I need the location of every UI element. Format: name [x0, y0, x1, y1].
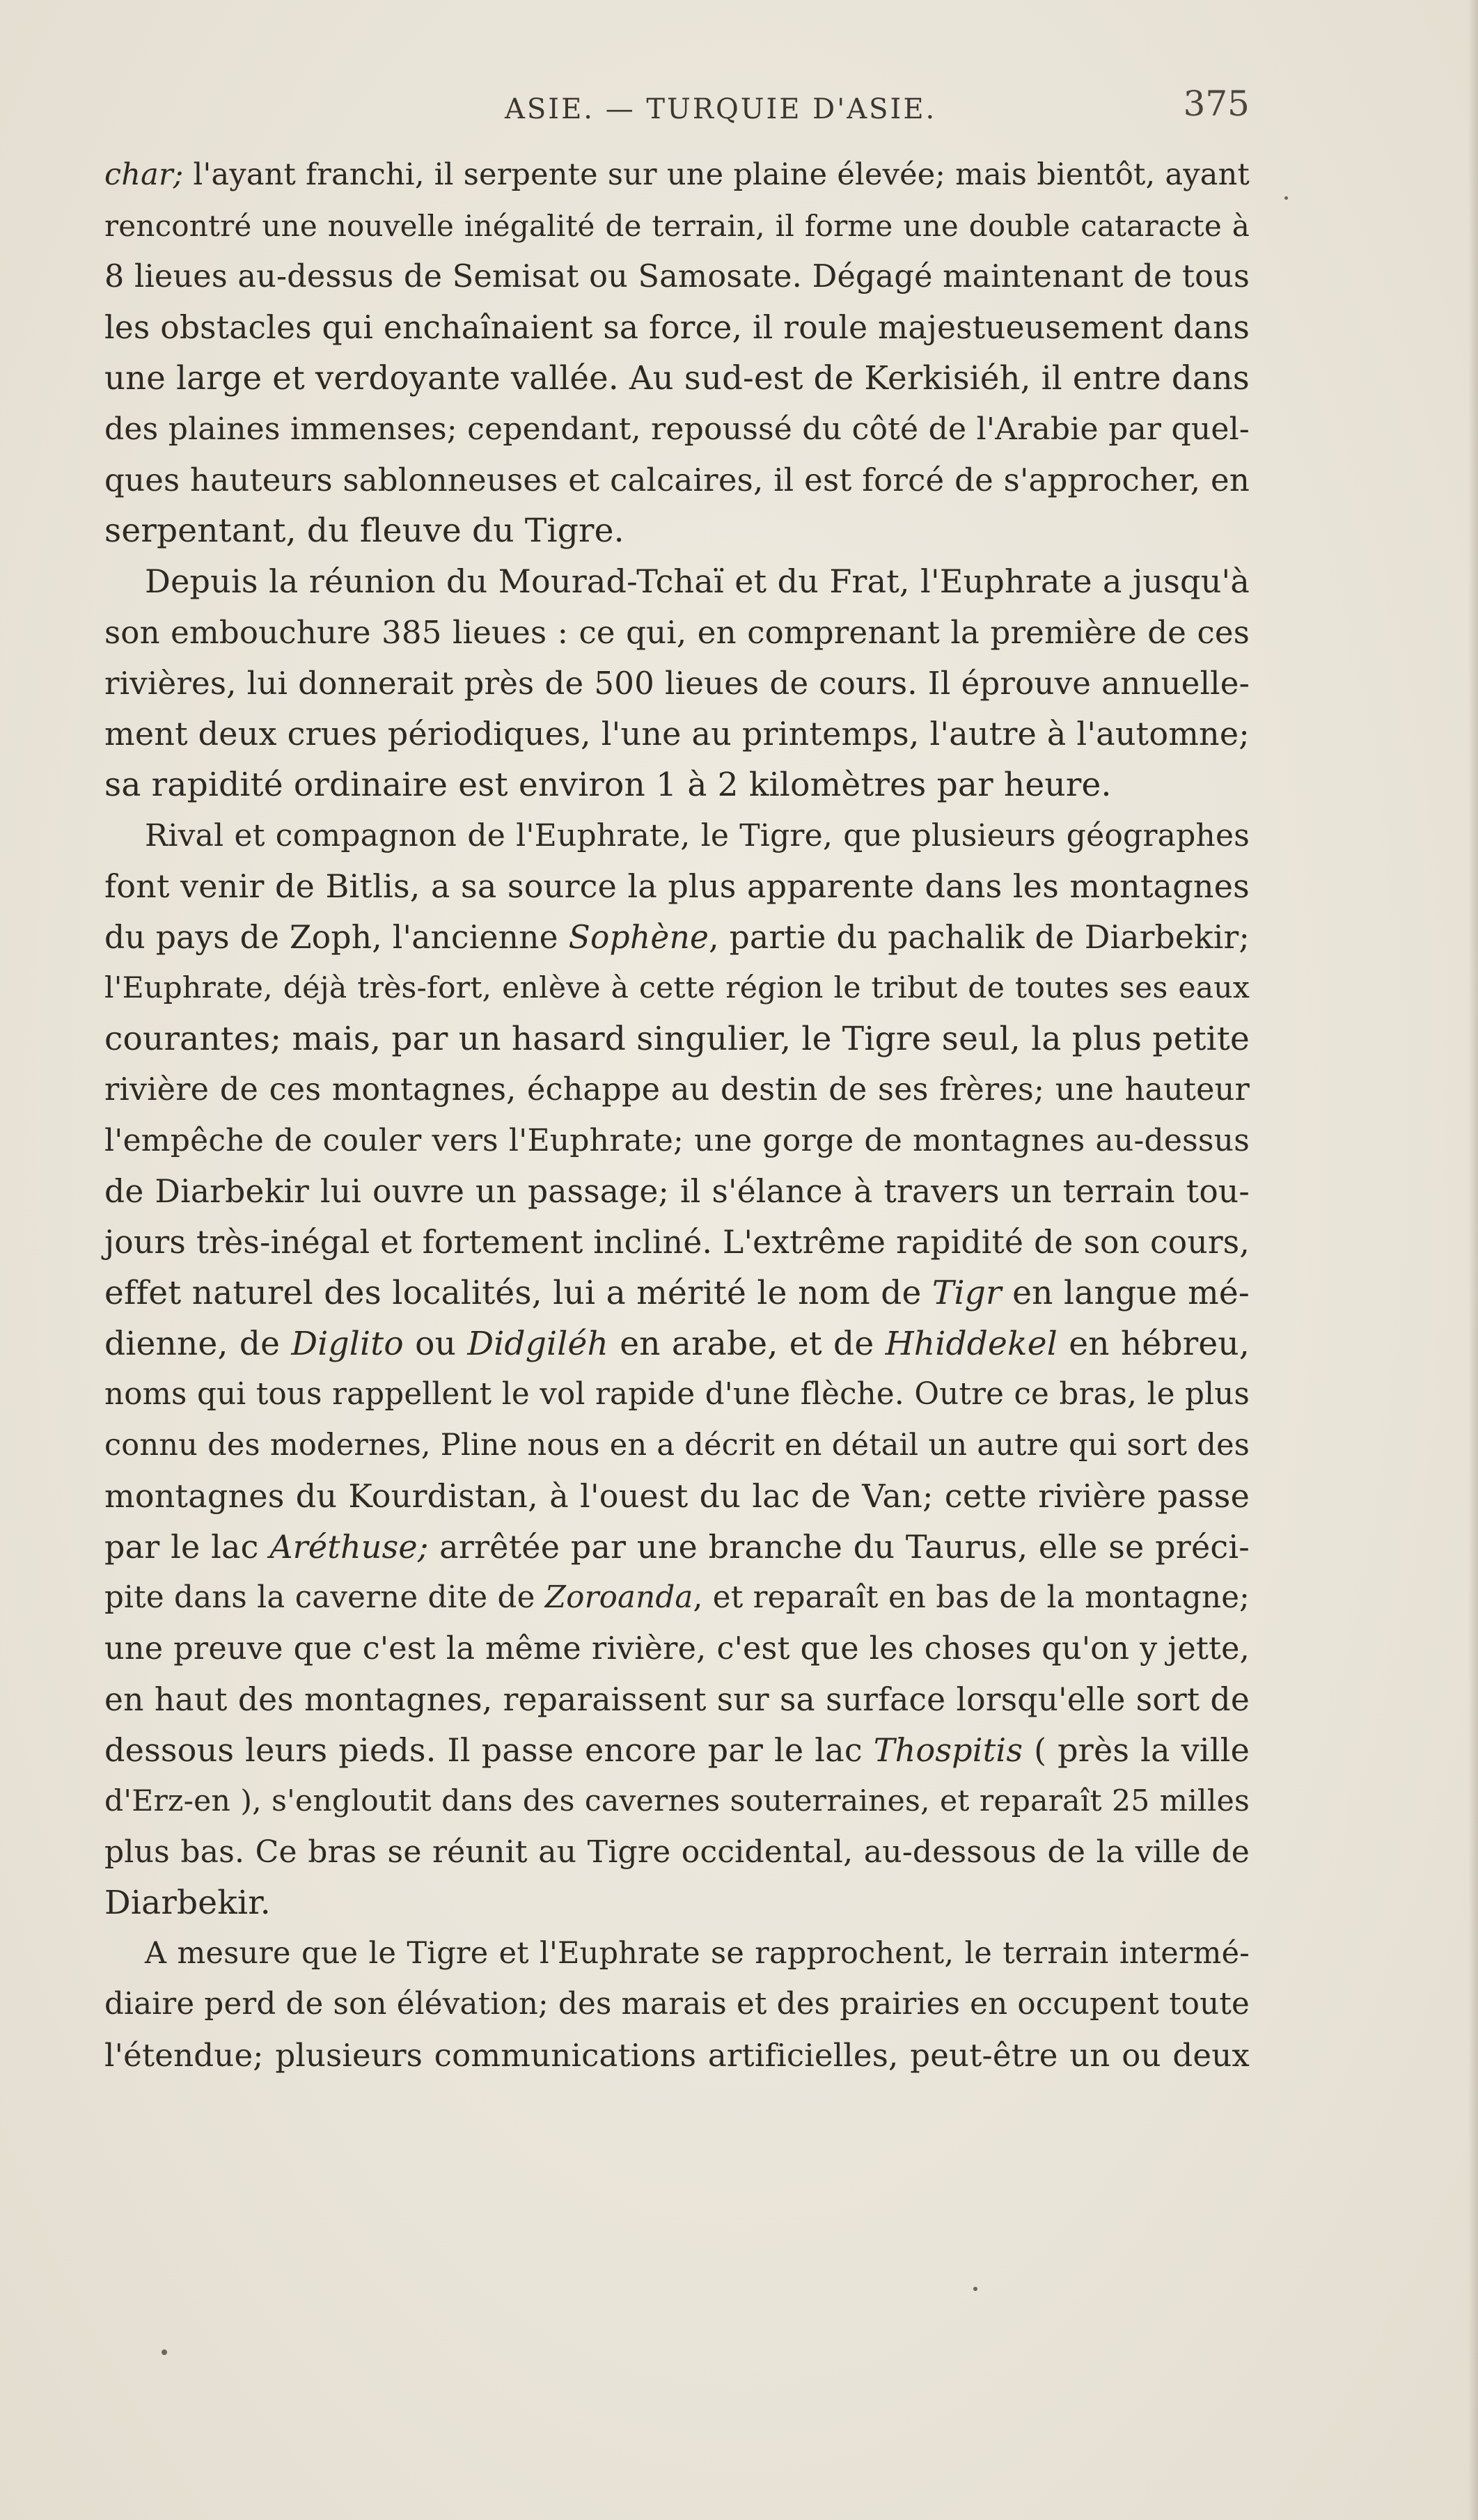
text-segment: jours très-inégal et fortement incliné. L'extrême rapidité de son cours, [104, 1224, 1250, 1261]
italic-term: Tigr [931, 1274, 1002, 1312]
text-segment: sa rapidité ordinaire est environ 1 à 2 kilomètres par heure. [104, 766, 1112, 804]
italic-term: char; [104, 157, 184, 192]
text-line [104, 404, 1250, 455]
text-segment: en haut des montagnes, reparaissent sur sa surface lorsqu'elle sort de [104, 1681, 1250, 1718]
italic-term: Thospitis [873, 1731, 1023, 1769]
text-line [104, 1522, 1250, 1573]
text-segment: l'Euphrate, déjà très-fort, enlève à cette région le tribut de toutes ses eaux [104, 971, 1250, 1005]
page-edge-shadow [1468, 0, 1478, 2520]
text-line [104, 607, 1250, 658]
text-line [104, 709, 1250, 759]
text-segment: montagnes du Kourdistan, à l'ouest du lac de Van; cette rivière passe [104, 1477, 1250, 1515]
text-segment: arrêtée par une branche du Taurus, elle se préci- [428, 1528, 1250, 1566]
ink-speck [1284, 196, 1288, 200]
text-line [104, 1369, 1250, 1420]
text-line [104, 759, 1250, 810]
text-line [104, 861, 1250, 912]
text-line [104, 2030, 1250, 2081]
text-segment: du pays de Zoph, l'ancienne [104, 919, 569, 956]
text-segment: plus bas. Ce bras se réunit au Tigre occidental, au-dessous de la ville de [104, 1834, 1250, 1870]
text-segment: l'empêche de couler vers l'Euphrate; une gorge de montagnes au-dessus [104, 1123, 1250, 1158]
text-line [104, 1623, 1250, 1674]
text-segment: des plaines immenses; cependant, repoussé du côté de l'Arabie par quel- [104, 411, 1250, 447]
text-segment: effet naturel des localités, lui a mérité le nom de [104, 1274, 932, 1312]
text-segment: son embouchure 385 lieues : ce qui, en comprenant la première de ces [104, 614, 1250, 651]
text-line [104, 1217, 1250, 1268]
text-line [104, 1064, 1250, 1115]
text-line [104, 353, 1250, 404]
text-line [104, 1166, 1250, 1217]
text-line [104, 1318, 1250, 1369]
italic-term: Aréthuse; [269, 1528, 429, 1566]
text-line [104, 912, 1250, 963]
text-line [104, 556, 1250, 607]
running-title: ASIE. — TURQUIE D'ASIE. [505, 93, 937, 125]
text-segment: serpentant, du fleuve du Tigre. [104, 512, 624, 550]
text-line [104, 658, 1250, 709]
text-segment: dessous leurs pieds. Il passe encore par le lac [104, 1731, 874, 1769]
text-segment: connu des modernes, Pline nous en a décrit en détail un autre qui sort des [104, 1428, 1250, 1463]
text-segment: une large et verdoyante vallée. Au sud-est de Kerkisiéh, il entre dans [104, 359, 1250, 397]
text-segment: courantes; mais, par un hasard singulier, le Tigre seul, la plus petite [104, 1020, 1250, 1058]
text-line [104, 1776, 1250, 1827]
italic-term: Hhiddekel [885, 1325, 1058, 1363]
text-segment: Diarbekir. [104, 1884, 271, 1922]
text-segment: en langue mé- [1001, 1274, 1250, 1312]
text-line [104, 251, 1250, 302]
body-text [104, 150, 1250, 2081]
text-segment: de Diarbekir lui ouvre un passage; il s'élance à travers un terrain tou- [104, 1173, 1250, 1210]
text-segment: dienne, de [104, 1325, 292, 1363]
text-segment: pite dans la caverne dite de [104, 1580, 545, 1615]
text-segment: Rival et compagnon de l'Euphrate, le Tigre, que plusieurs géographes [145, 818, 1250, 853]
text-segment: 8 lieues au-dessus de Semisat ou Samosate. Dégagé maintenant de tous [104, 259, 1250, 294]
ink-speck [162, 2349, 167, 2355]
text-line [104, 1827, 1250, 1877]
text-segment: l'ayant franchi, il serpente sur une plaine élevée; mais bientôt, ayant [183, 157, 1250, 192]
text-segment: A mesure que le Tigre et l'Euphrate se rapprochent, le terrain intermé- [145, 1936, 1250, 1971]
text-line [104, 1115, 1250, 1166]
text-segment: en hébreu, [1057, 1325, 1250, 1363]
text-segment: ment deux crues périodiques, l'une au printemps, l'autre à l'automne; [104, 715, 1250, 753]
text-line [104, 1928, 1250, 1979]
text-segment: d'Erz-en ), s'engloutit dans des cavernes souterraines, et reparaît 25 milles [104, 1784, 1250, 1818]
text-segment: rencontré une nouvelle inégalité de terrain, il forme une double cataracte à [104, 209, 1250, 243]
italic-term: Didgiléh [467, 1325, 608, 1363]
italic-term: Diglito [291, 1325, 404, 1363]
text-line [104, 1471, 1250, 1522]
text-line [104, 455, 1250, 505]
text-segment: diaire perd de son élévation; des marais et des prairies en occupent toute [104, 1987, 1250, 2022]
text-segment: une preuve que c'est la même rivière, c'est que les choses qu'on y jette, [104, 1631, 1250, 1667]
text-segment: en arabe, et de [608, 1325, 886, 1363]
text-line [104, 505, 1250, 556]
text-segment: rivières, lui donnerait près de 500 lieues de cours. Il éprouve annuelle- [104, 665, 1250, 702]
text-segment: l'étendue; plusieurs communications artificielles, peut-être un ou deux [104, 2037, 1250, 2074]
text-segment: les obstacles qui enchaînaient sa force, il roule majestueusement dans [104, 309, 1250, 346]
italic-term: Zoroanda [544, 1580, 693, 1615]
page-header [104, 84, 1250, 139]
text-line [104, 1268, 1250, 1318]
text-line [104, 200, 1250, 251]
text-segment: ( près la ville [1023, 1731, 1250, 1769]
text-line [104, 150, 1250, 200]
text-segment: rivière de ces montagnes, échappe au destin de ses frères; une hauteur [104, 1072, 1250, 1108]
text-segment: par le lac [104, 1528, 270, 1566]
text-segment: noms qui tous rappellent le vol rapide d'une flèche. Outre ce bras, le plus [104, 1377, 1250, 1412]
text-line [104, 1979, 1250, 2030]
text-line [104, 963, 1250, 1014]
text-segment: , et reparaît en bas de la montagne; [693, 1580, 1250, 1615]
italic-term: Sophène [568, 919, 709, 956]
text-line [104, 810, 1250, 861]
text-segment: ques hauteurs sablonneuses et calcaires, il est forcé de s'approcher, en [104, 462, 1250, 498]
text-line [104, 1573, 1250, 1623]
text-segment: Depuis la réunion du Mourad-Tchaï et du Frat, l'Euphrate a jusqu'à [145, 562, 1250, 600]
text-line [104, 1877, 1250, 1928]
text-line [104, 1725, 1250, 1776]
text-line [104, 1014, 1250, 1064]
text-line [104, 302, 1250, 353]
text-segment: font venir de Bitlis, a sa source la plus apparente dans les montagnes [104, 867, 1250, 905]
text-segment: ou [403, 1325, 468, 1363]
text-line [104, 1674, 1250, 1725]
text-line [104, 1420, 1250, 1471]
text-segment: , partie du pachalik de Diarbekir; [709, 919, 1250, 956]
ink-speck [973, 2287, 977, 2291]
page-number: 375 [1183, 84, 1250, 124]
